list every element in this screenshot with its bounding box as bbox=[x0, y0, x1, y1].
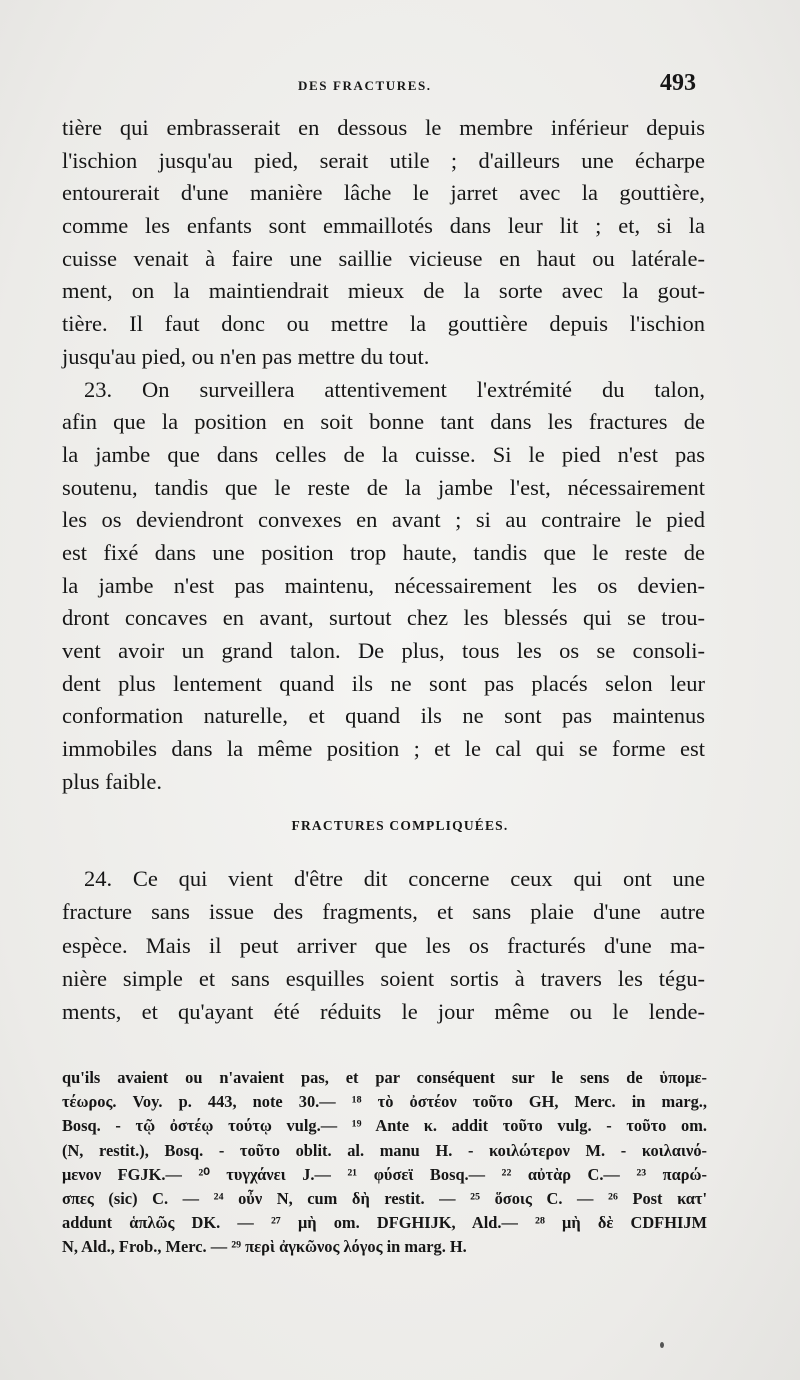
main-text-continued bbox=[62, 862, 705, 1028]
text-line: comme les enfants sont emmaillotés dans leur lit ; et, si la bbox=[62, 213, 705, 239]
text-line: ment, on la maintiendrait mieux de la sorte avec la gout- bbox=[62, 278, 705, 304]
text-line: les os deviendront convexes en avant ; si au contraire le pied bbox=[62, 507, 705, 533]
footnotes bbox=[62, 1066, 707, 1260]
text-line: la jambe n'est pas maintenu, nécessairement les os devien- bbox=[62, 572, 705, 598]
text-line: tière. Il faut donc ou mettre la gouttière depuis l'ischion bbox=[62, 311, 705, 337]
text-line: dent plus lentement quand ils ne sont pas placés selon leur bbox=[62, 670, 705, 696]
text-line: cuisse venait à faire une saillie vicieuse en haut ou latérale- bbox=[62, 245, 705, 271]
running-title: DES FRACTURES. bbox=[298, 78, 432, 93]
ink-speck bbox=[660, 1342, 664, 1348]
text-line: fracture sans issue des fragments, et sans plaie d'une autre bbox=[62, 899, 705, 925]
text-line: 24. Ce qui vient d'être dit concerne ceux qui ont une bbox=[84, 866, 705, 891]
footnote-line: Bosq. - τῷ ὀστέῳ τούτῳ vulg.— ¹⁹ Ante κ. addit τοῦτο vulg. - τοῦτο om. bbox=[62, 1116, 707, 1136]
footnote-line: N, Ald., Frob., Merc. — ²⁹ περὶ ἀγκῶνος λόγος in marg. H. bbox=[62, 1237, 467, 1257]
text-line: 23. On surveillera attentivement l'extrémité du talon, bbox=[84, 376, 705, 402]
text-line: jusqu'au pied, ou n'en pas mettre du tout. bbox=[62, 343, 430, 369]
text-line: ments, et qu'ayant été réduits le jour même ou le lende- bbox=[62, 999, 705, 1025]
text-line: est fixé dans une position trop haute, tandis que le reste de bbox=[62, 539, 705, 565]
text-line: l'ischion jusqu'au pied, serait utile ; d'ailleurs une écharpe bbox=[62, 147, 705, 173]
main-text bbox=[62, 112, 705, 798]
text-line: soutenu, tandis que le reste de la jambe l'est, nécessairement bbox=[62, 474, 705, 500]
text-line: entourerait d'une manière lâche le jarret avec la gouttière, bbox=[62, 180, 705, 206]
running-head bbox=[0, 70, 800, 104]
text-line: vent avoir un grand talon. De plus, tous les os se consoli- bbox=[62, 638, 705, 663]
text-line: dront concaves en avant, surtout chez les blessés qui se trou- bbox=[62, 605, 705, 631]
text-line: espèce. Mais il peut arriver que les os fracturés d'une ma- bbox=[62, 932, 705, 958]
text-line: la jambe que dans celles de la cuisse. Si le pied n'est pas bbox=[62, 441, 705, 467]
footnote-line: qu'ils avaient ou n'avaient pas, et par conséquent sur le sens de ὑπομε- bbox=[62, 1068, 707, 1087]
footnote-line: μενον FGJK.— ²⁰ τυγχάνει J.— ²¹ φύσεϊ Bosq.— ²² αὐτὰρ C.— ²³ παρώ- bbox=[62, 1164, 707, 1184]
text-line: tière qui embrasserait en dessous le membre inférieur depuis bbox=[62, 115, 705, 140]
text-line: afin que la position en soit bonne tant dans les fractures de bbox=[62, 409, 705, 435]
page-number: 493 bbox=[660, 70, 696, 96]
text-line: conformation naturelle, et quand ils ne sont pas maintenus bbox=[62, 703, 705, 729]
text-line: immobiles dans la même position ; et le cal qui se forme est bbox=[62, 736, 705, 762]
section-heading: FRACTURES COMPLIQUÉES. bbox=[291, 818, 509, 833]
text-line: nière simple et sans esquilles soient sortis à travers les tégu- bbox=[62, 965, 705, 991]
footnote-line: τέωρος. Voy. p. 443, note 30.— ¹⁸ τὸ ὀστέον τοῦτο GH, Merc. in marg., bbox=[62, 1092, 707, 1112]
footnote-line: (N, restit.), Bosq. - τοῦτο oblit. al. manu H. - κοιλώτερον M. - κοιλαινό- bbox=[62, 1140, 707, 1160]
footnote-line: addunt ἁπλῶς DK. — ²⁷ μὴ om. DFGHIJK, Ald.— ²⁸ μὴ δὲ CDFHIJM bbox=[62, 1213, 707, 1233]
text-line: plus faible. bbox=[62, 768, 162, 794]
footnote-line: σπες (sic) C. — ²⁴ οὖν N, cum δὴ restit. — ²⁵ ὅσοις C. — ²⁶ Post κατ' bbox=[62, 1188, 707, 1208]
